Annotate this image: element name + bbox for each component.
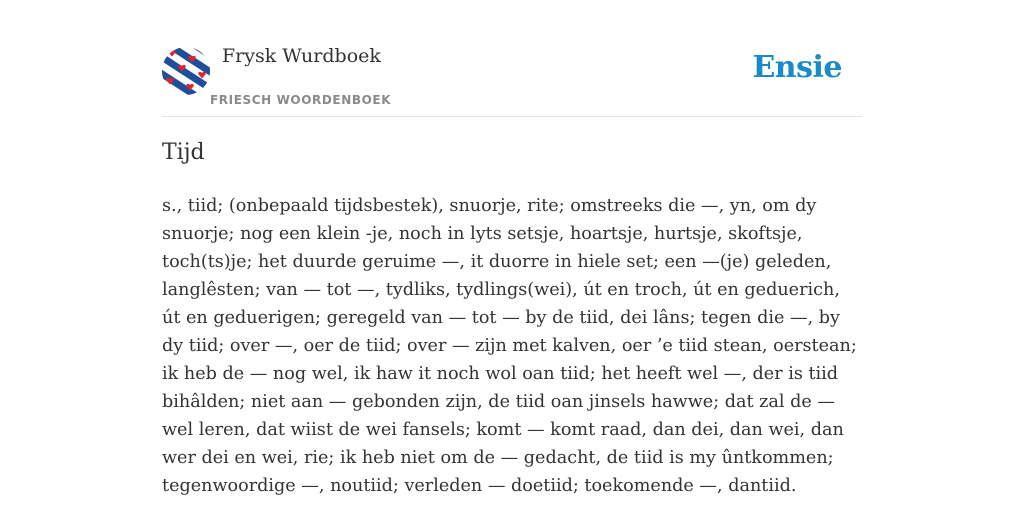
site-name[interactable]: Frysk Wurdboek: [222, 45, 381, 67]
header: [162, 0, 862, 117]
definition-text: s., tiid; (onbepaald tijdsbestek), snuorje, rite; omstreeks die —, yn, om dy snuorje; nog een klein -je, noch in lyts setsje, hoartsje, hurtsje, skoftsje, toch(ts)je; het duurde geruime —, it duorre in hiele set; een —(je) geleden, langlêsten; van — tot —, tydliks, tydlings(wei), út en troch, út en geduerich, út en geduerigen; geregeld van — tot — by de tiid, dei lâns; tegen die —, by dy tiid; over —, oer de tiid; over — zijn met kalven, oer ’e tiid stean, oerstean; ik heb de — nog wel, ik haw it noch wol oan tiid; het heeft wel —, der is tiid bihâlden; niet aan — gebonden zijn, de tiid oan jinsels hawwe; dat zal de — wel leren, dat wiist de wei fansels; komt — komt raad, dan dei, dan wei, dan wer dei en wei, rie; ik heb niet om de — gedacht, de tiid is my ûntkommen; tegenwoordige —, noutiid; verleden — doetiid; toekomende —, dantiid.: [162, 196, 857, 496]
page: [162, 0, 862, 496]
ensie-logo-link[interactable]: Ensie: [752, 50, 842, 85]
site-subtitle: FRIESCH WOORDENBOEK: [210, 93, 392, 107]
headword: Tijd: [162, 140, 205, 165]
frisian-flag-icon[interactable]: [162, 47, 210, 95]
